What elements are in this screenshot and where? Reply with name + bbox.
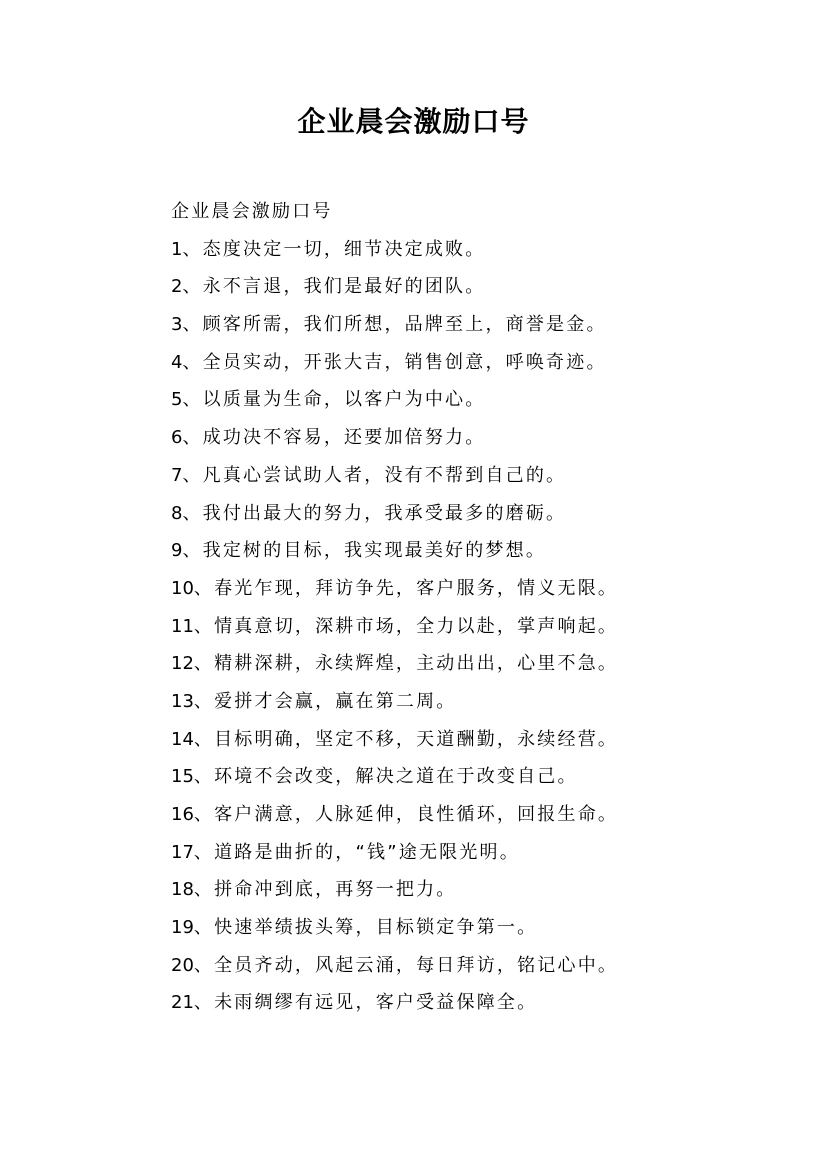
document-body [171, 193, 771, 1022]
slogan-item [171, 645, 771, 683]
slogan-number: 13 [171, 690, 194, 712]
slogan-number: 11 [171, 615, 194, 637]
slogan-number: 21 [171, 992, 194, 1014]
slogan-item [171, 532, 771, 570]
slogan-item [171, 268, 771, 306]
slogan-text: 、以质量为生命，以客户为中心。 [182, 389, 486, 411]
slogan-text: 、全员齐动，风起云涌，每日拜访，铭记心中。 [193, 954, 619, 976]
slogan-item [171, 495, 771, 533]
slogan-item [171, 984, 771, 1022]
slogan-number: 3 [171, 314, 183, 336]
slogan-item [171, 306, 771, 344]
slogan-number: 1 [171, 238, 183, 260]
slogan-item [171, 570, 771, 608]
slogan-number: 19 [171, 917, 194, 939]
slogan-number: 8 [171, 502, 183, 524]
slogan-text: 、精耕深耕，永续辉煌，主动出出，心里不急。 [193, 653, 619, 675]
slogan-item [171, 721, 771, 759]
slogan-item [171, 457, 771, 495]
slogan-text: 、爱拼才会赢，赢在第二周。 [193, 690, 457, 712]
slogan-text: 、未雨绸缪有远见，客户受益保障全。 [193, 992, 538, 1014]
slogan-number: 4 [171, 351, 183, 373]
slogan-item [171, 834, 771, 872]
slogan-text: 、成功决不容易，还要加倍努力。 [182, 427, 486, 449]
slogan-item [171, 796, 771, 834]
slogan-number: 12 [171, 653, 194, 675]
section-heading: 企业晨会激励口号 [171, 201, 333, 222]
slogan-list [171, 231, 771, 1022]
slogan-item [171, 683, 771, 721]
slogan-text: 、态度决定一切，细节决定成败。 [182, 238, 486, 260]
slogan-item [171, 608, 771, 646]
slogan-number: 14 [171, 728, 194, 750]
slogan-text: 、环境不会改变，解决之道在于改变自己。 [193, 766, 578, 788]
slogan-item [171, 909, 771, 947]
slogan-item [171, 231, 771, 269]
slogan-text: 、顾客所需，我们所想，品牌至上，商誉是金。 [182, 314, 607, 336]
slogan-text: 、永不言退，我们是最好的团队。 [182, 276, 486, 298]
slogan-number: 15 [171, 766, 194, 788]
slogan-text: 、全员实动，开张大吉，销售创意，呼唤奇迹。 [182, 351, 607, 373]
document-title: 企业晨会激励口号 [297, 105, 530, 138]
slogan-item [171, 344, 771, 382]
slogan-number: 18 [171, 879, 194, 901]
slogan-item [171, 381, 771, 419]
slogan-text: 、客户满意，人脉延伸，良性循环，回报生命。 [193, 804, 619, 825]
slogan-number: 9 [171, 540, 183, 562]
slogan-number: 5 [171, 389, 183, 411]
slogan-number: 17 [171, 841, 194, 863]
slogan-number: 6 [171, 427, 183, 449]
slogan-item [171, 871, 771, 909]
slogan-item [171, 758, 771, 796]
slogan-item [171, 947, 771, 985]
slogan-number: 20 [171, 954, 194, 976]
slogan-number: 10 [171, 577, 194, 599]
slogan-number: 2 [171, 276, 183, 298]
slogan-text: 、快速举绩拔头筹，目标锁定争第一。 [193, 917, 538, 939]
slogan-text: 、我定树的目标，我实现最美好的梦想。 [182, 540, 547, 562]
slogan-text: 、春光乍现，拜访争先，客户服务，情义无限。 [193, 577, 619, 599]
slogan-text: 、拼命冲到底，再努一把力。 [193, 879, 457, 901]
slogan-text: 、凡真心尝试助人者，没有不帮到自己的。 [182, 464, 567, 486]
slogan-number: 7 [171, 464, 183, 486]
slogan-number: 16 [171, 804, 194, 825]
slogan-text: 、道路是曲折的，“钱”途无限光明。 [193, 841, 520, 863]
slogan-text: 、情真意切，深耕市场，全力以赴，掌声响起。 [193, 615, 619, 637]
slogan-text: 、目标明确，坚定不移，天道酬勤，永续经营。 [193, 728, 619, 750]
slogan-item [171, 419, 771, 457]
slogan-text: 、我付出最大的努力，我承受最多的磨砺。 [182, 502, 567, 524]
